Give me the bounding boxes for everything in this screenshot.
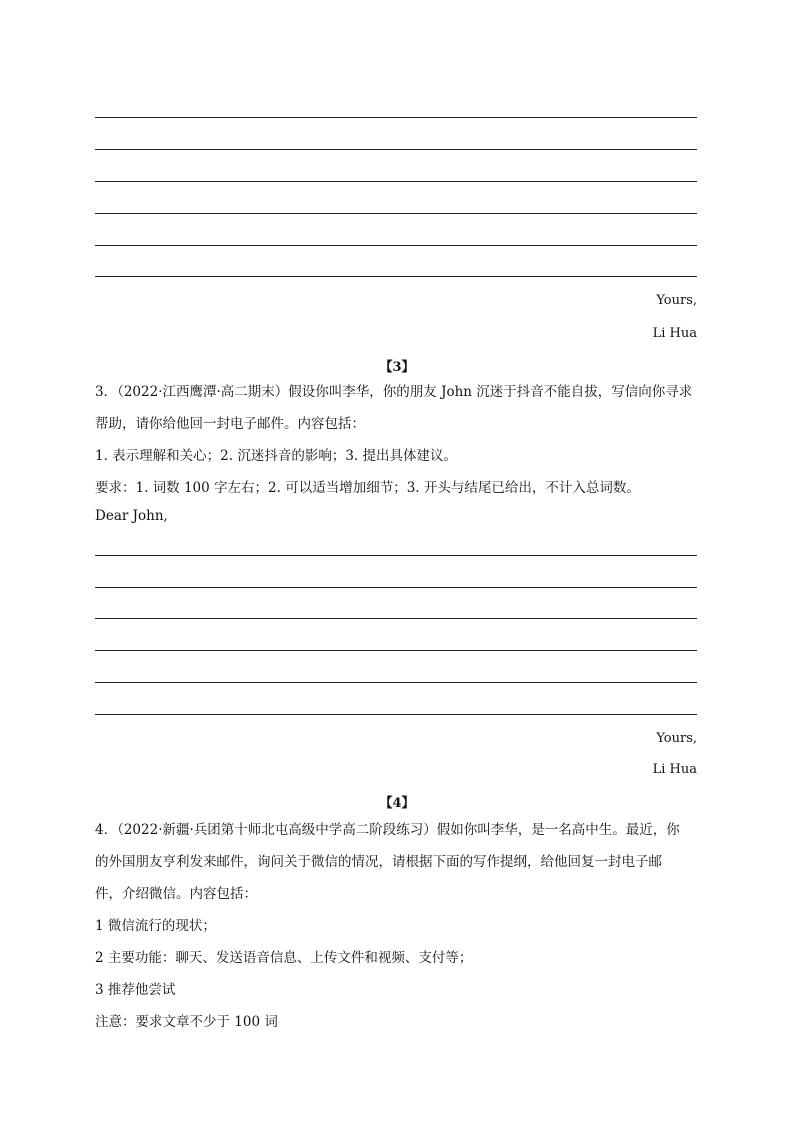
writing-line [95, 682, 697, 683]
question-text-line: 3．（2022·江西鹰潭·高二期末）假设你叫李华，你的朋友 John 沉迷于抖音不能自拔，写信向你寻求 [95, 384, 693, 400]
section-heading: 【3】 [379, 360, 415, 375]
letter-closing: Yours, [656, 731, 697, 746]
letter-signature: Li Hua [652, 762, 697, 777]
question-text-line: 要求：1. 词数 100 字左右；2. 可以适当增加细节；3. 开头与结尾已给出，不计入总词数。 [95, 480, 640, 496]
question-text-line: 3 推荐他尝试 [95, 982, 176, 998]
letter-signature: Li Hua [652, 326, 697, 341]
writing-line [95, 149, 697, 150]
writing-line [95, 650, 697, 651]
question-text-line: 1 微信流行的现状； [95, 918, 216, 934]
writing-line [95, 587, 697, 588]
writing-line [95, 714, 697, 715]
question-text-line: 注意：要求文章不少于 100 词 [95, 1014, 278, 1030]
writing-line [95, 276, 697, 277]
question-text-line: 2 主要功能：聊天、发送语音信息、上传文件和视频、支付等； [95, 950, 473, 966]
question-text-line: 帮助，请你给他回一封电子邮件。内容包括： [95, 416, 365, 432]
letter-salutation: Dear John, [95, 508, 168, 524]
writing-line [95, 618, 697, 619]
writing-line [95, 245, 697, 246]
writing-line [95, 213, 697, 214]
question-text-line: 件，介绍微信。内容包括： [95, 886, 257, 902]
writing-line [95, 181, 697, 182]
writing-line [95, 555, 697, 556]
question-text-line: 4．（2022·新疆·兵团第十师北屯高级中学高二阶段练习）假如你叫李华，是一名高中生。最近，你 [95, 822, 680, 838]
question-text-line: 1. 表示理解和关心；2. 沉迷抖音的影响；3. 提出具体建议。 [95, 448, 458, 464]
writing-line [95, 117, 697, 118]
section-heading: 【4】 [379, 796, 415, 811]
question-text-line: 的外国朋友亨利发来邮件，询问关于微信的情况，请根据下面的写作提纲，给他回复一封电子邮 [95, 854, 662, 870]
letter-closing: Yours, [656, 293, 697, 308]
